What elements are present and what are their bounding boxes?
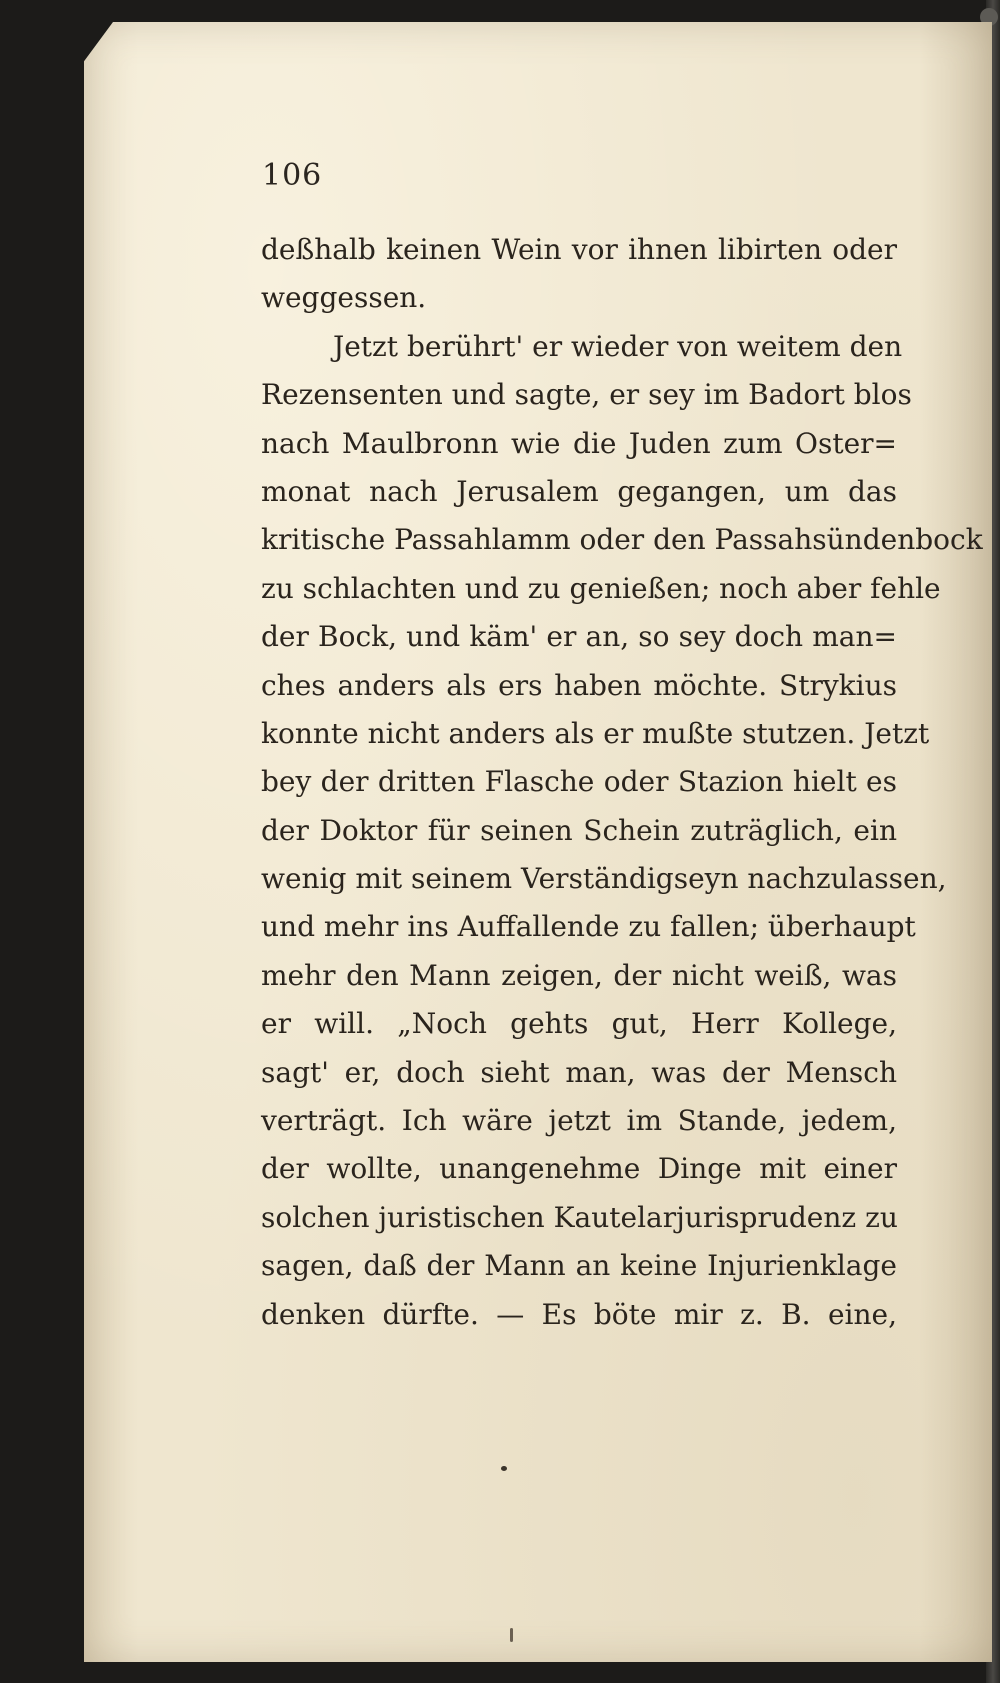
text-line: sagen, daß der Mann an keine Injurienklage: [261, 1249, 897, 1283]
text-line: Jetzt berührt' er wieder von weitem den: [333, 329, 903, 363]
text-line: der wollte, unangenehme Dinge mit einer: [261, 1152, 897, 1186]
text-line: sagt' er, doch sieht man, was der Mensch: [261, 1055, 897, 1089]
text-line: der Doktor für seinen Schein zuträglich, ein: [261, 813, 897, 847]
text-line: nach Maulbronn wie die Juden zum Oster=: [261, 426, 897, 460]
text-line: monat nach Jerusalem gegangen, um das: [261, 474, 897, 508]
body-text: [261, 226, 983, 1339]
text-line: kritische Passahlamm oder den Passahsündenbock: [261, 523, 983, 557]
page-number: 106: [262, 158, 323, 193]
ink-speck: [510, 1628, 513, 1642]
text-line: bey der dritten Flasche oder Stazion hielt es: [261, 765, 897, 799]
text-line: wenig mit seinem Verständigseyn nachzulassen,: [261, 862, 947, 896]
text-line: Rezensenten und sagte, er sey im Badort blos: [261, 378, 912, 412]
text-line: deßhalb keinen Wein vor ihnen libirten oder: [261, 233, 897, 266]
ink-speck: [501, 1466, 507, 1471]
text-line: er will. „Noch gehts gut, Herr Kollege,: [261, 1007, 897, 1041]
text-line: denken dürfte. — Es böte mir z. B. eine,: [261, 1297, 897, 1331]
text-line: mehr den Mann zeigen, der nicht weiß, was: [261, 958, 897, 992]
text-line: weggessen.: [261, 281, 427, 315]
text-line: verträgt. Ich wäre jetzt im Stande, jedem,: [261, 1104, 897, 1138]
text-line: ches anders als ers haben möchte. Strykius: [261, 668, 897, 702]
text-line: konnte nicht anders als er mußte stutzen. Jetzt: [261, 716, 930, 750]
text-line: der Bock, und käm' er an, so sey doch man=: [261, 620, 897, 654]
text-line: und mehr ins Auffallende zu fallen; überhaupt: [261, 910, 916, 944]
text-line: solchen juristischen Kautelarjurisprudenz zu: [261, 1200, 898, 1234]
text-line: zu schlachten und zu genießen; noch aber fehle: [261, 571, 941, 605]
